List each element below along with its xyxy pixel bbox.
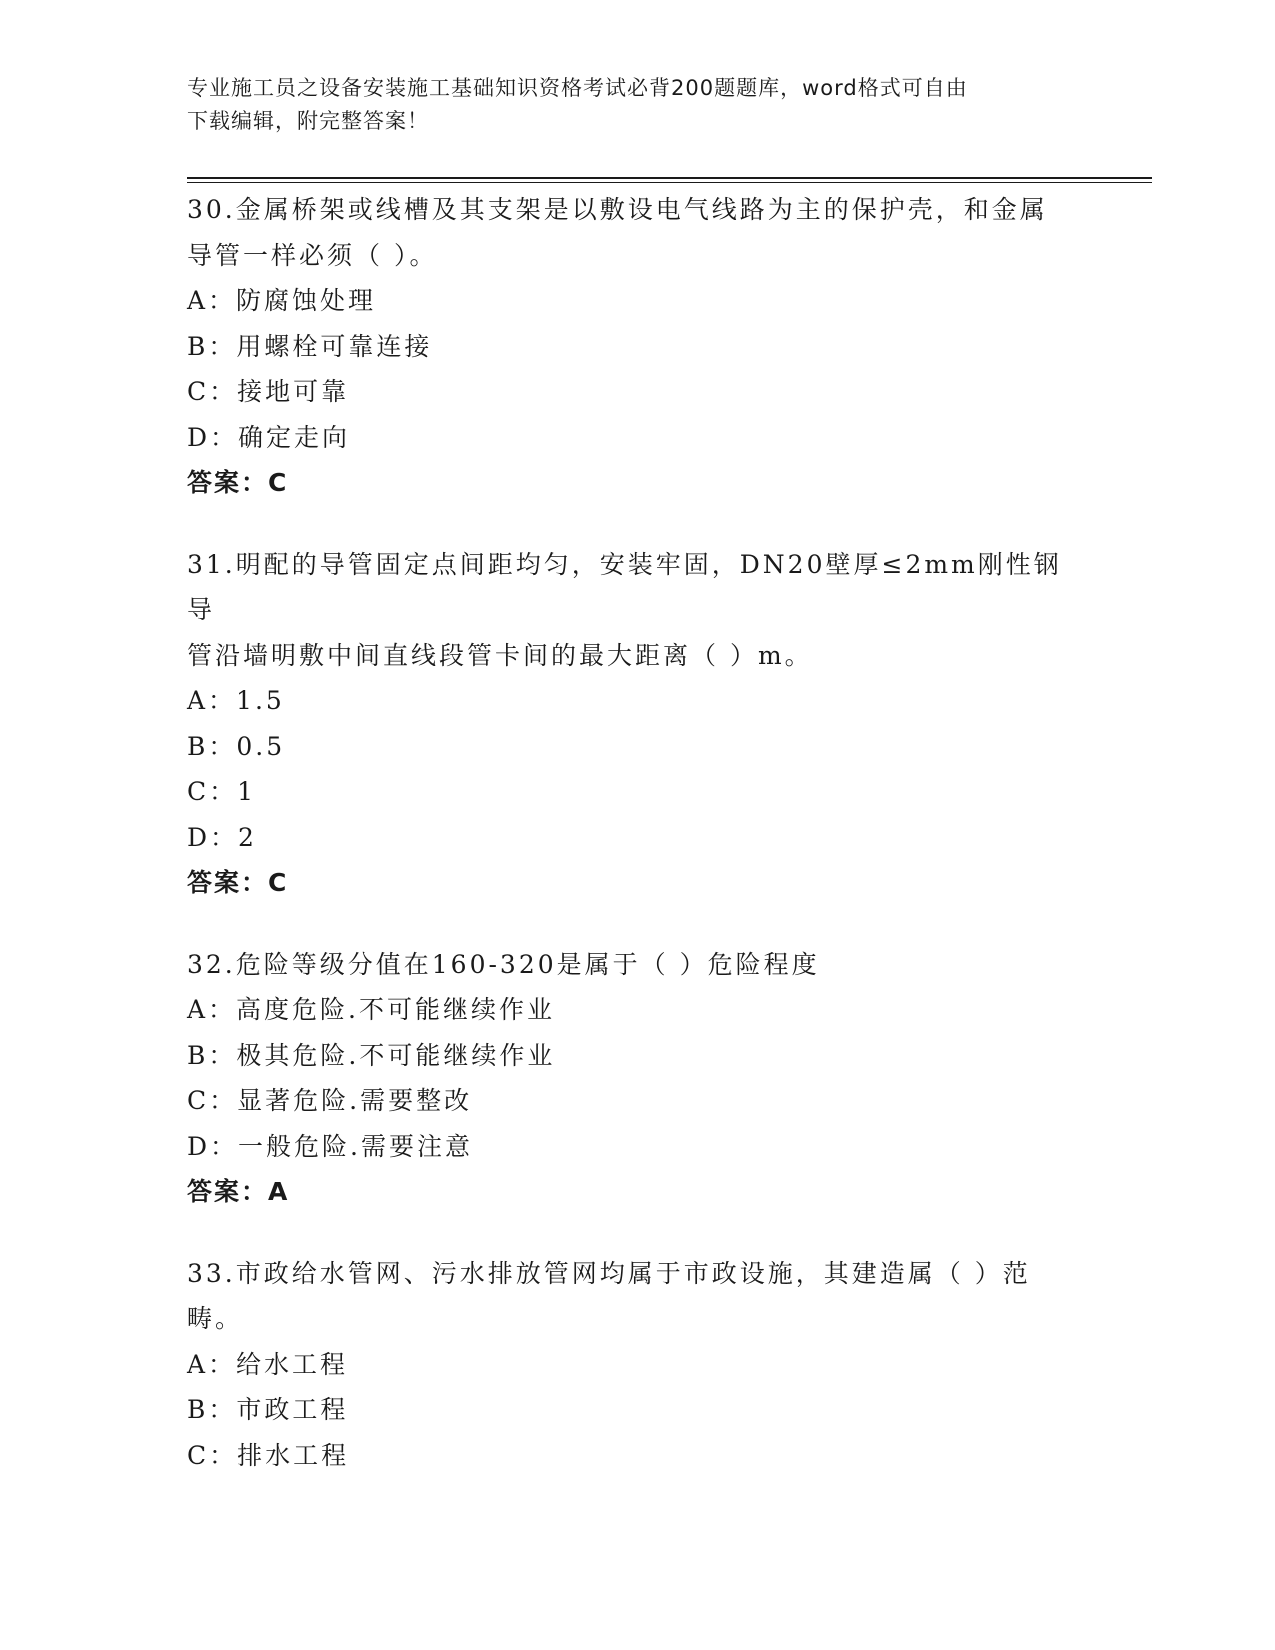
answer-label: 答案：A [187,1177,290,1206]
option-b: B：极其危险.不可能继续作业 [187,1040,556,1070]
option-c: C：排水工程 [187,1440,350,1470]
header-divider-thin [187,182,1152,183]
question-31 [187,542,1087,906]
question-30 [187,187,1087,506]
answer-label: 答案：C [187,468,289,497]
option-a: A：1.5 [187,686,285,715]
answer-label: 答案：C [187,868,289,897]
option-d: D：一般危险.需要注意 [187,1131,473,1161]
document-header [187,72,1067,138]
header-divider-thick [187,177,1152,179]
option-b: B：0.5 [187,731,286,761]
question-stem-line: 33.市政给水管网、污水排放管网均属于市政设施，其建造属（ ）范 [187,1258,1031,1288]
question-32 [187,942,1087,1215]
header-line-2: 下载编辑，附完整答案！ [187,109,429,133]
question-stem-line: 31.明配的导管固定点间距均匀，安装牢固，DN20壁厚≤2mm刚性钢导 [187,549,1062,624]
question-list [187,187,1087,1514]
option-a: A：给水工程 [187,1349,349,1379]
option-d: D：2 [187,822,257,852]
question-stem-line: 32.危险等级分值在160-320是属于（ ）危险程度 [187,949,820,979]
question-stem-line: 导管一样必须（ ）。 [187,240,438,270]
option-c: C：显著危险.需要整改 [187,1086,473,1115]
option-c: C：接地可靠 [187,377,350,406]
option-b: B：市政工程 [187,1395,349,1424]
header-line-1: 专业施工员之设备安装施工基础知识资格考试必背200题题库，word格式可自由 [187,76,968,100]
option-d: D：确定走向 [187,422,351,452]
option-c: C：1 [187,777,257,806]
question-stem-line: 30.金属桥架或线槽及其支架是以敷设电气线路为主的保护壳，和金属 [187,195,1048,224]
question-stem-line: 管沿墙明敷中间直线段管卡间的最大距离（ ）m。 [187,640,813,670]
question-33 [187,1251,1087,1479]
option-a: A：高度危险.不可能继续作业 [187,995,556,1024]
option-a: A：防腐蚀处理 [187,286,377,315]
option-b: B：用螺栓可靠连接 [187,331,433,361]
question-stem-line: 畴。 [187,1304,244,1333]
